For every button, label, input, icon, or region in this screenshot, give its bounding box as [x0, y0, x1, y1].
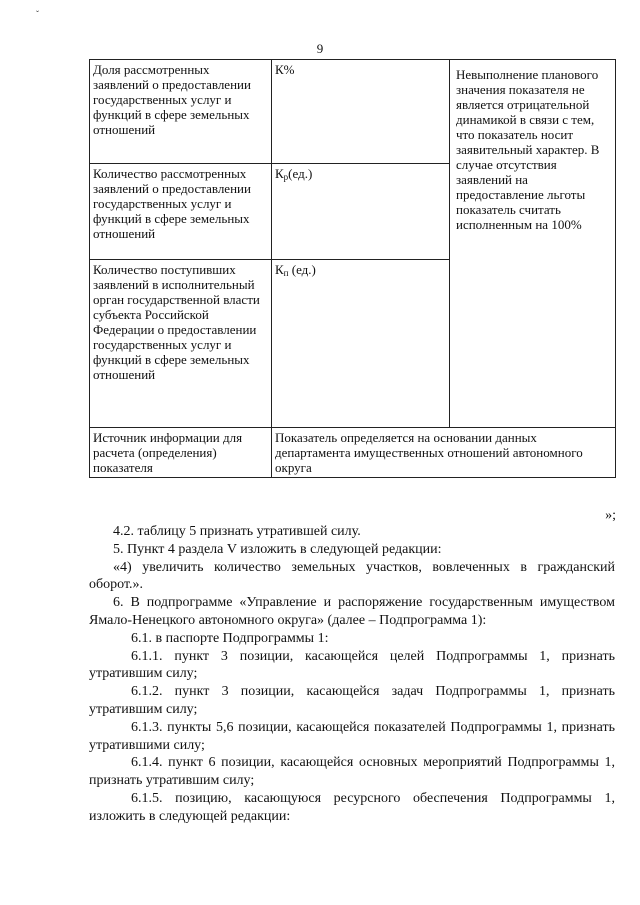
- note-cell: Невыполнение планового значения показателя не является отрицательной динамикой в связи с тем, что показатель носит заявительный характер. В случае отсутствия заявлений на предоставление льготы показатель считать исполненным на 100%: [450, 60, 616, 428]
- indicator-name-cell: Доля рассмотренных заявлений о предоставлении государственных услуг и функций в сфере земельных отношений: [90, 60, 272, 164]
- paragraph: 6.1.5. позицию, касающуюся ресурсного обеспечения Подпрограммы 1, изложить в следующей редакции:: [89, 790, 615, 824]
- paragraph: 6.1.2. пункт 3 позиции, касающейся задач Подпрограммы 1, признать утратившим силу;: [89, 684, 615, 717]
- paragraph: 6. В подпрограмме «Управление и распоряжение государственным имуществом Ямало-Ненецкого автономного округа» (далее – Подпрограмма 1):: [89, 595, 615, 628]
- indicator-symbol-cell: $К_п$ (ед.): [272, 260, 450, 428]
- source-text-cell: Показатель определяется на основании данных департамента имущественных отношений автономного округа: [272, 428, 616, 478]
- paragraph: 6.1.1. пункт 3 позиции, касающейся целей Подпрограммы 1, признать утратившим силу;: [89, 648, 615, 682]
- paragraph: 5. Пункт 4 раздела V изложить в следующей редакции:: [113, 541, 442, 557]
- source-label-cell: Источник информации для расчета (определения) показателя: [90, 428, 272, 478]
- paragraph: 6.1. в паспорте Подпрограммы 1:: [131, 630, 329, 646]
- closing-quote: »;: [605, 508, 616, 523]
- indicator-symbol-cell: $К_р(ед.)$: [272, 164, 450, 260]
- table-row: [90, 428, 616, 478]
- document-body: [89, 523, 615, 826]
- corner-mark: ˇ: [36, 9, 39, 19]
- indicator-name-cell: Количество поступивших заявлений в исполнительный орган государственной власти субъекта Российской Федерации о предоставлении государственных услуг и функций в сфере земельных отношений: [90, 260, 272, 428]
- indicator-symbol-cell: К%: [272, 60, 450, 164]
- paragraph: 4.2. таблицу 5 признать утратившей силу.: [113, 524, 361, 539]
- paragraph: «4) увеличить количество земельных участков, вовлеченных в гражданский оборот.».: [89, 559, 615, 593]
- paragraph: 6.1.4. пункт 6 позиции, касающейся основных мероприятий Подпрограммы 1, признать утратившим силу;: [89, 755, 615, 789]
- paragraph: 6.1.3. пункты 5,6 позиции, касающейся показателей Подпрограммы 1, признать утратившими силу;: [89, 719, 615, 753]
- indicator-table: [89, 59, 616, 478]
- table-row: [90, 60, 616, 164]
- page-number: 9: [316, 41, 324, 56]
- indicator-name-cell: Количество рассмотренных заявлений о предоставлении государственных услуг и функций в сфере земельных отношений: [90, 164, 272, 260]
